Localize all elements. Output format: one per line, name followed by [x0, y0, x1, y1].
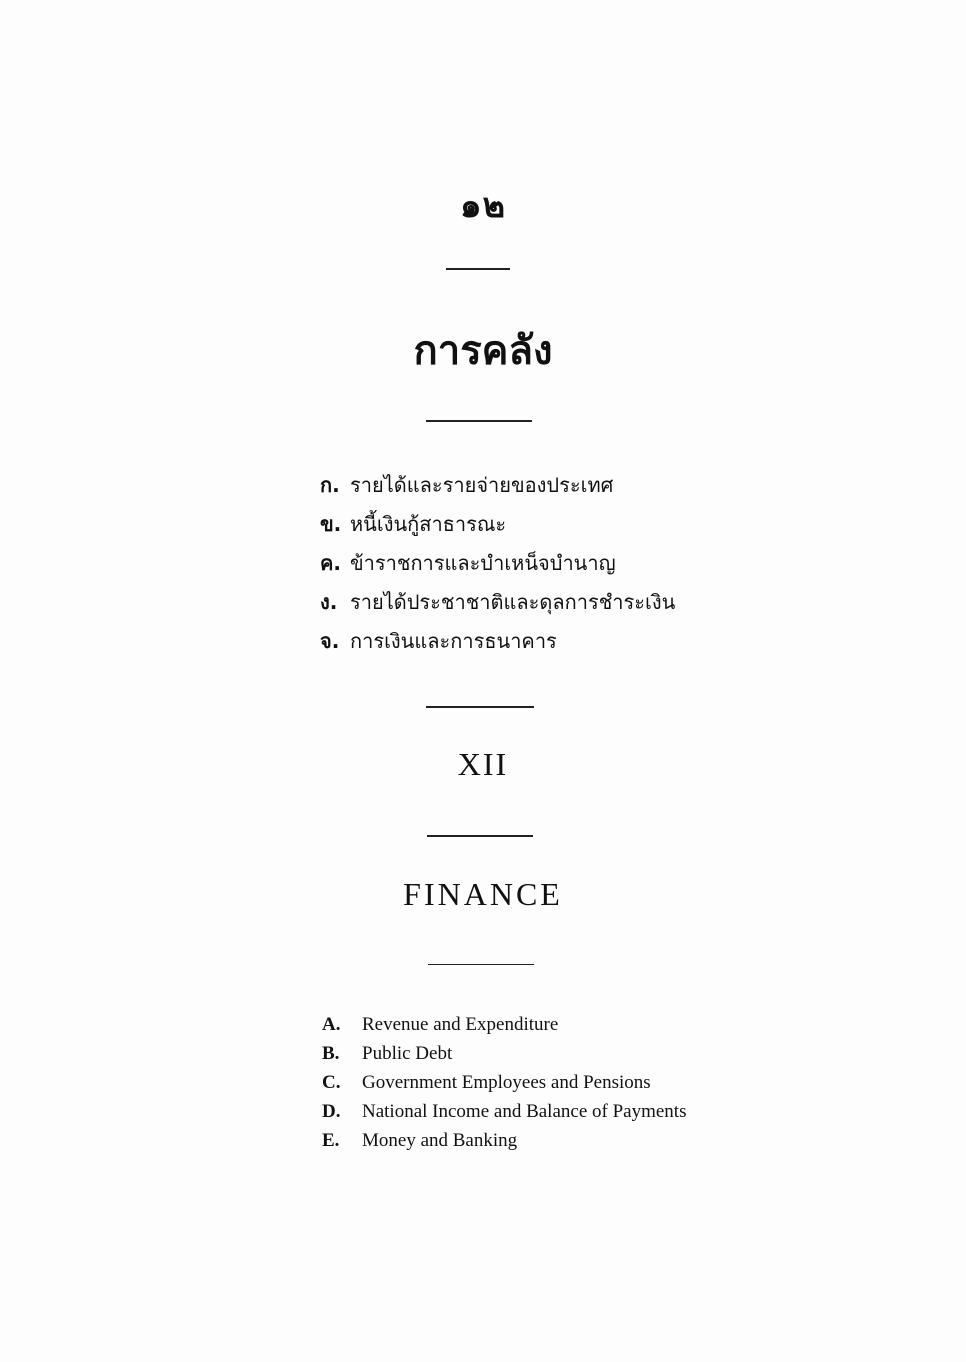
list-item: [320, 548, 675, 587]
divider-rule: [427, 835, 533, 837]
list-item: [322, 1068, 686, 1097]
thai-contents-list: [320, 470, 675, 665]
item-label: Revenue and Expenditure: [362, 1014, 559, 1035]
chapter-title: FINANCE: [403, 876, 563, 912]
divider-rule: [428, 964, 534, 965]
divider-rule: [426, 706, 534, 708]
item-marker: A.: [322, 1014, 341, 1035]
list-item: [320, 587, 675, 626]
item-marker: จ.: [320, 629, 340, 653]
list-item: [320, 470, 675, 509]
item-marker: D.: [322, 1101, 341, 1122]
item-label: National Income and Balance of Payments: [362, 1101, 687, 1122]
item-marker: E.: [322, 1130, 340, 1151]
chapter-number: XII: [457, 746, 509, 782]
list-item: [320, 509, 675, 548]
page-number: ๑๒: [460, 186, 506, 226]
divider-rule: [446, 268, 510, 270]
item-marker: B.: [322, 1043, 340, 1064]
item-marker: ก.: [320, 473, 340, 497]
list-item: [322, 1097, 686, 1126]
divider-rule: [426, 420, 532, 422]
list-item: [322, 1126, 686, 1155]
list-item: [320, 626, 675, 665]
list-item: [322, 1039, 686, 1068]
item-marker: C.: [322, 1072, 341, 1093]
english-contents-list: [322, 1010, 686, 1155]
item-label: รายได้ประชาชาติและดุลการชำระเงิน: [350, 590, 676, 614]
item-label: Government Employees and Pensions: [362, 1072, 651, 1093]
item-label: ข้าราชการและบำเหน็จบำนาญ: [350, 551, 616, 575]
item-label: รายได้และรายจ่ายของประเทศ: [350, 473, 614, 497]
item-marker: ข.: [320, 512, 342, 536]
item-label: การเงินและการธนาคาร: [350, 629, 557, 653]
item-label: Money and Banking: [362, 1130, 518, 1151]
thai-chapter-title: การคลัง: [413, 328, 553, 374]
list-item: [322, 1010, 686, 1039]
item-label: Public Debt: [362, 1043, 453, 1064]
item-marker: ง.: [320, 590, 338, 614]
item-label: หนี้เงินกู้สาธารณะ: [350, 512, 507, 536]
item-marker: ค.: [320, 551, 341, 575]
